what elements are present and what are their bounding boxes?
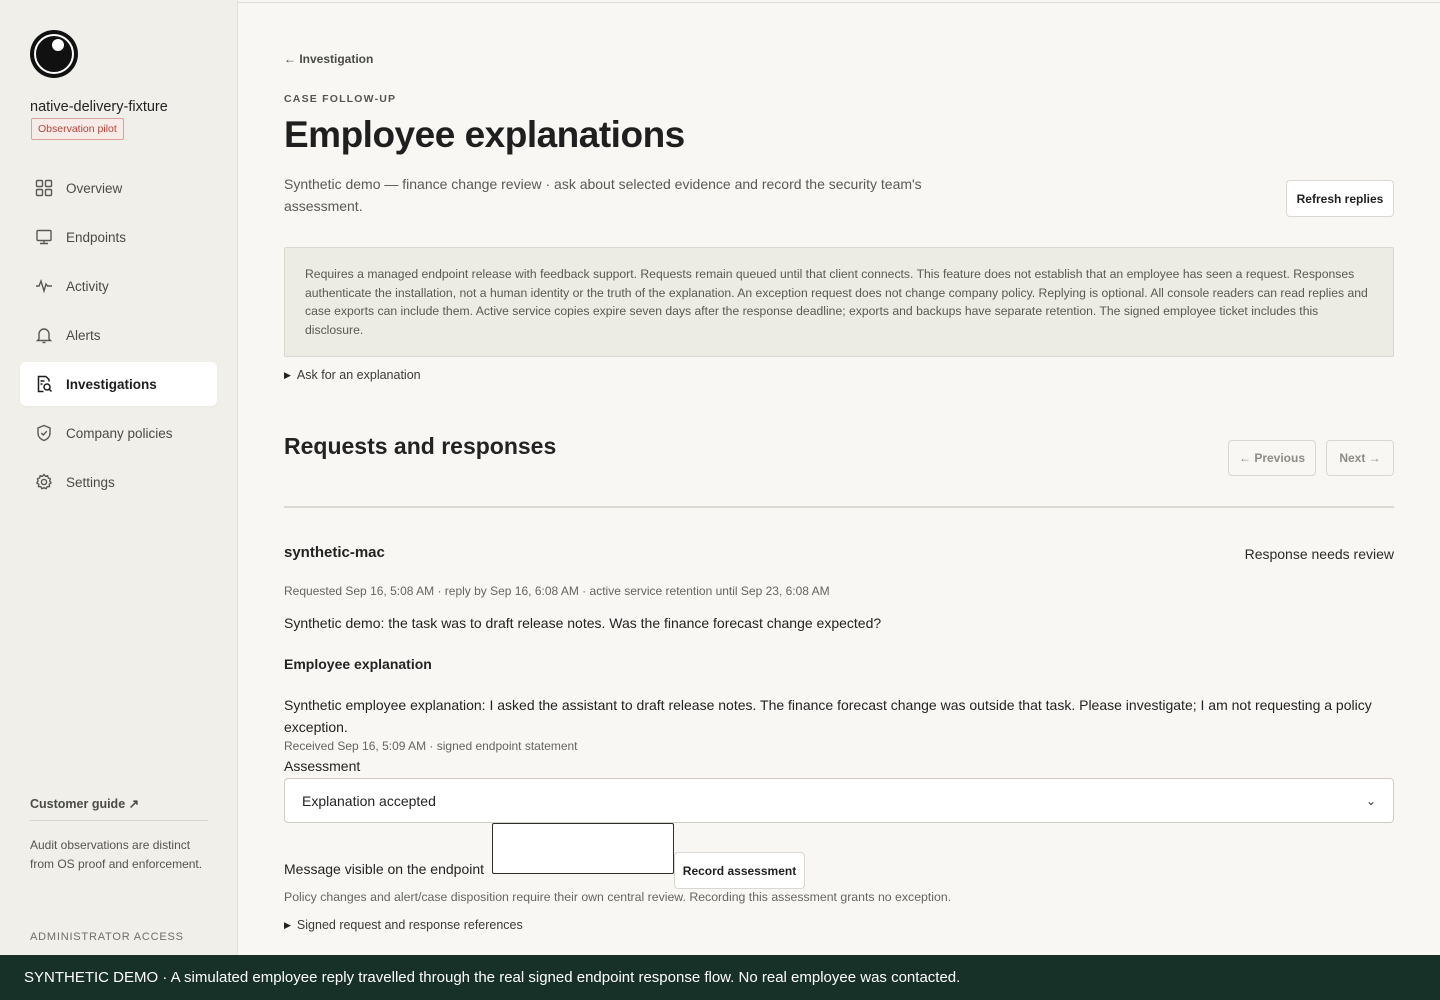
gear-icon [34,472,54,492]
assessment-selected-value: Explanation accepted [302,792,436,809]
endpoint-message-textarea[interactable] [492,823,674,874]
sidebar-item-activity[interactable] [20,264,217,308]
sidebar-item-label: Company policies [66,425,173,441]
page-subtitle: Synthetic demo — finance change review · ask about selected evidence and record the security team's assessment. [284,176,922,214]
guide-note: Audit observations are distinct from OS proof and enforcement. [30,838,203,871]
response-status: Response needs review [1244,546,1394,562]
ask-explanation-toggle[interactable] [284,368,421,382]
refresh-replies-button[interactable]: Refresh replies [1286,180,1394,217]
request-question: Synthetic demo: the task was to draft release notes. Was the finance forecast change expected? [284,615,882,631]
ask-explanation-label: Ask for an explanation [296,368,421,382]
main-content [238,0,1440,955]
chevron-down-icon: ⌄ [1365,793,1376,808]
sidebar [0,0,238,1000]
employee-explanation-text: Synthetic employee explanation: I asked the assistant to draft release notes. The finance forecast change was outside that task. Please investigate; I am not requesting a policy exception. [284,697,1372,735]
next-page-button[interactable]: Next → [1326,440,1394,476]
sidebar-item-label: Activity [66,278,109,294]
record-assessment-button[interactable]: Record assessment [674,852,805,889]
sidebar-item-label: Overview [66,180,123,196]
received-meta: Received Sep 16, 5:09 AM · signed endpoint statement [284,739,578,753]
activity-icon [34,276,54,296]
sidebar-item-label: Investigations [66,376,157,392]
section-divider [284,506,1394,508]
observation-pilot-badge: Observation pilot [31,118,124,140]
previous-page-button[interactable]: ← Previous [1228,440,1316,476]
device-name: synthetic-mac [284,544,385,561]
sidebar-item-endpoints[interactable] [20,215,217,259]
request-meta: Requested Sep 16, 5:08 AM · reply by Sep 16, 6:08 AM · active service retention until Sep 23, 6:08 AM [284,584,830,598]
back-to-investigation-link[interactable]: ← Investigation [284,52,374,66]
signed-references-label: Signed request and response references [296,918,523,932]
bell-icon [34,325,54,345]
sidebar-item-alerts[interactable] [20,313,217,357]
workspace-name-text: native-delivery-fixture [30,99,168,115]
disclosure-triangle-icon: ▶ [284,369,291,380]
sidebar-item-overview[interactable] [20,166,217,210]
sidebar-nav [20,166,217,509]
sidebar-item-label: Alerts [66,327,101,343]
page-title: Employee explanations [284,114,685,155]
assessment-select[interactable] [284,778,1394,823]
message-label: Message visible on the endpoint [284,861,485,877]
assessment-label: Assessment [284,758,361,774]
grid-icon [34,178,54,198]
workspace-name [30,96,220,140]
policy-note: Policy changes and alert/case disposition require their own central review. Recording this assessment grants no exception. [284,890,952,904]
shield-check-icon [34,423,54,443]
disclosure-triangle-icon: ▶ [284,919,291,930]
logo-icon[interactable] [30,30,78,78]
sidebar-item-settings[interactable] [20,460,217,504]
sidebar-item-company-policies[interactable] [20,411,217,455]
document-search-icon [34,374,54,394]
top-divider [238,2,1440,3]
administrator-access-heading: ADMINISTRATOR ACCESS [30,931,184,943]
customer-guide-link[interactable]: Customer guide ↗ [30,796,208,821]
feature-disclosure: Requires a managed endpoint release with feedback support. Requests remain queued until that client connects. This feature does not establish that an employee has seen a request. Responses authenticate the installation, not a human identity or the truth of the explanation. An exception request does not change company policy. Replying is optional. All console readers can read replies and case exports can include them. Active service copies expire seven days after the response deadline; exports and backups have separate retention. The signed employee ticket includes this disclosure. [284,247,1394,357]
signed-references-toggle[interactable] [284,918,523,932]
sidebar-item-label: Endpoints [66,229,127,245]
synthetic-demo-banner: SYNTHETIC DEMO · A simulated employee reply travelled through the real signed endpoint response flow. No real employee was contacted. [0,955,1440,1000]
laptop-icon [34,227,54,247]
sidebar-item-label: Settings [66,474,115,490]
employee-explanation-heading: Employee explanation [284,656,432,672]
requests-section-title: Requests and responses [284,433,557,459]
sidebar-item-investigations[interactable] [20,362,217,406]
page-eyebrow: CASE FOLLOW-UP [284,93,397,105]
